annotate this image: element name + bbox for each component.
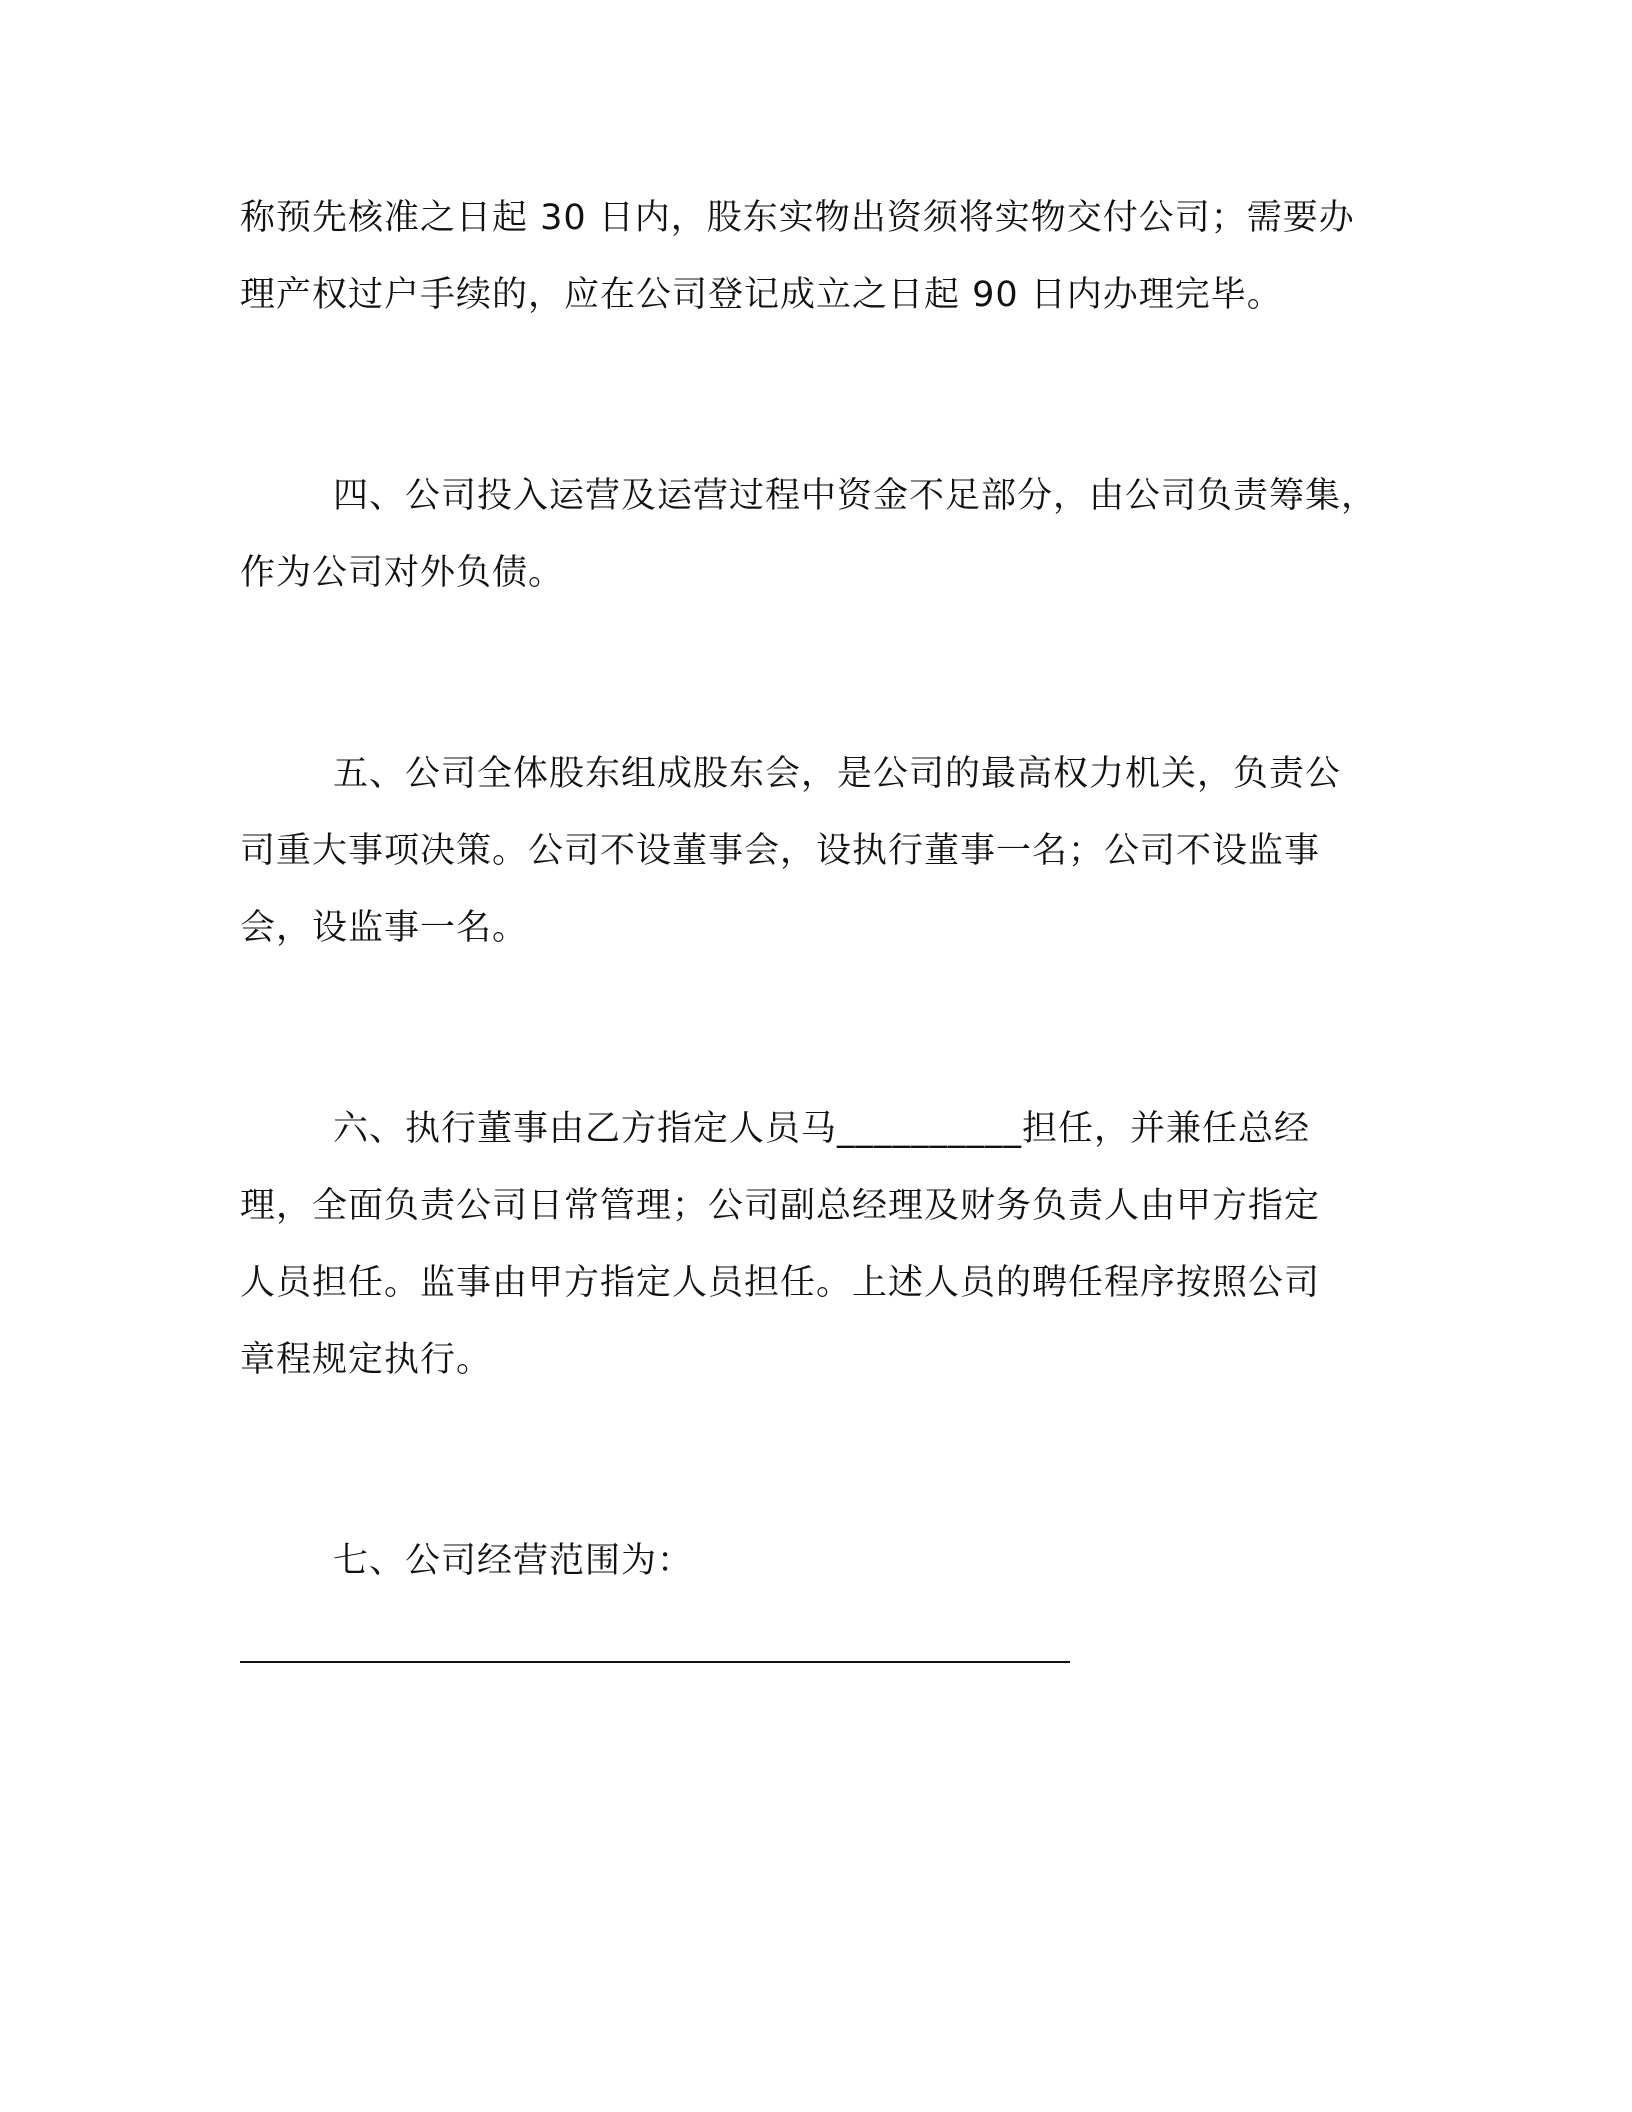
paragraph-1-line-2: 理产权过户手续的，应在公司登记成立之日起 90 日内办理完毕。 — [240, 275, 1283, 315]
paragraph-5-line-1: 五、公司全体股东组成股东会，是公司的最高权力机关，负责公 — [333, 754, 1342, 794]
paragraph-4-line-2: 作为公司对外负债。 — [240, 553, 565, 593]
paragraph-6-line-3: 人员担任。监事由甲方指定人员担任。上述人员的聘任程序按照公司 — [240, 1263, 1321, 1303]
business-scope-blank-line — [240, 1661, 1070, 1663]
paragraph-6-line-1: 六、执行董事由乙方指定人员马__________担任，并兼任总经 — [333, 1109, 1311, 1149]
paragraph-6-line-2: 理，全面负责公司日常管理；公司副总经理及财务负责人由甲方指定 — [240, 1186, 1321, 1226]
paragraph-6-line-4: 章程规定执行。 — [240, 1340, 493, 1380]
paragraph-7-line-1: 七、公司经营范围为： — [333, 1541, 694, 1581]
paragraph-5-line-2: 司重大事项决策。公司不设董事会，设执行董事一名；公司不设监事 — [240, 831, 1321, 871]
paragraph-5-line-3: 会，设监事一名。 — [240, 908, 529, 948]
paragraph-4-line-1: 四、公司投入运营及运营过程中资金不足部分，由公司负责筹集， — [333, 476, 1378, 516]
paragraph-1-line-1: 称预先核准之日起 30 日内，股东实物出资须将实物交付公司；需要办 — [240, 198, 1355, 238]
